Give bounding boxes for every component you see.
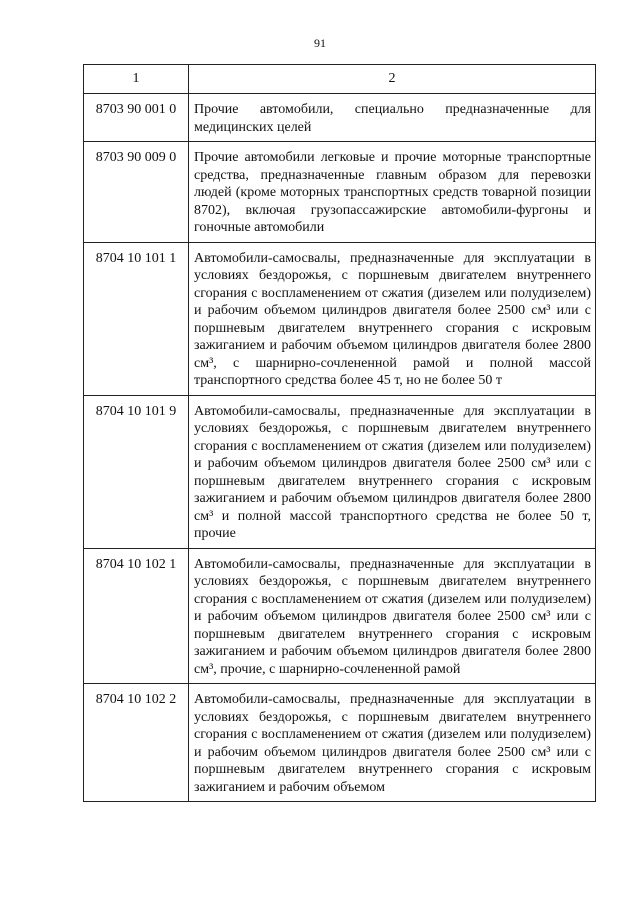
code-cell: 8703 90 001 0 — [84, 94, 189, 142]
description-cell: Автомобили-самосвалы, предназначенные для эксплуатации в условиях бездорожья, с поршневым двигателем внутреннего сгорания с воспламенением от сжатия (дизелем или полудизелем) и рабочим объемом цилиндров двигателя более 2500 см³ или с поршневым двигателем внутреннего сгорания с искровым зажиганием и рабочим объемом цилиндров двигателя более 2800 см³, прочие, с шарнирно-сочлененной рамой — [189, 548, 596, 684]
table-row — [84, 142, 596, 243]
code-cell: 8703 90 009 0 — [84, 142, 189, 243]
description-cell: Автомобили-самосвалы, предназначенные для эксплуатации в условиях бездорожья, с поршневым двигателем внутреннего сгорания с воспламенением от сжатия (дизелем или полудизелем) и рабочим объемом цилиндров двигателя более 2500 см³ или с поршневым двигателем внутреннего сгорания с искровым зажиганием и рабочим объемом — [189, 684, 596, 802]
description-cell: Прочие автомобили, специально предназначенные для медицинских целей — [189, 94, 596, 142]
code-cell: 8704 10 101 9 — [84, 395, 189, 548]
page-number: 91 — [314, 36, 326, 50]
table-row — [84, 94, 596, 142]
code-cell: 8704 10 101 1 — [84, 242, 189, 395]
description-cell: Автомобили-самосвалы, предназначенные для эксплуатации в условиях бездорожья, с поршневым двигателем внутреннего сгорания с воспламенением от сжатия (дизелем или полудизелем) и рабочим объемом цилиндров двигателя более 2500 см³ или с поршневым двигателем внутреннего сгорания с искровым зажиганием и рабочим объемом цилиндров двигателя более 2800 см³, с шарнирно-сочлененной рамой и полной массой транспортного средства более 45 т, но не более 50 т — [189, 242, 596, 395]
tariff-code-table — [83, 64, 596, 802]
code-cell: 8704 10 102 2 — [84, 684, 189, 802]
description-cell: Прочие автомобили легковые и прочие моторные транспортные средства, предназначенные главным образом для перевозки людей (кроме моторных транспортных средств товарной позиции 8702), включая грузопассажирские автомобили-фургоны и гоночные автомобили — [189, 142, 596, 243]
description-cell: Автомобили-самосвалы, предназначенные для эксплуатации в условиях бездорожья, с поршневым двигателем внутреннего сгорания с воспламенением от сжатия (дизелем или полудизелем) и рабочим объемом цилиндров двигателя более 2500 см³ или с поршневым двигателем внутреннего сгорания с искровым зажиганием и рабочим объемом цилиндров двигателя более 2800 см³ и полной массой транспортного средства не более 50 т, прочие — [189, 395, 596, 548]
table-header-row — [84, 65, 596, 94]
table-row — [84, 548, 596, 684]
table-row — [84, 395, 596, 548]
column-header-code: 1 — [84, 65, 189, 94]
table-row — [84, 684, 596, 802]
column-header-description: 2 — [189, 65, 596, 94]
code-cell: 8704 10 102 1 — [84, 548, 189, 684]
table-row — [84, 242, 596, 395]
